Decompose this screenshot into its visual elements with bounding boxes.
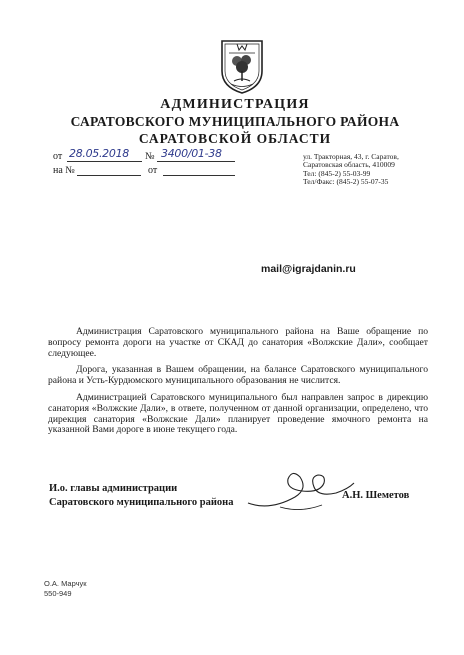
signatory-title [49,482,233,510]
body-paragraph-3: Администрацией Саратовского муниципального был направлен запрос в дирекцию санатория «Волжские Дали», в ответе, полученном от данной организации, определено, что дирекция санатория «Волжские Дали» планирует проведение ямочного ремонта на указанной Вами дороге в июне текущего года. [48,391,428,436]
incoming-date-label: от [148,165,158,176]
number-blank [157,161,235,162]
signatory-name: А.Н. Шеметов [342,490,410,501]
address-region: Саратовская область, 410009 [303,160,395,170]
executor-name: О.А. Марчук [44,579,87,588]
recipient-email: mail@igrajdanin.ru [261,263,356,275]
date-blank [67,161,142,162]
coat-of-arms-emblem [218,37,266,95]
address-street: ул. Тракторная, 43, г. Саратов, [303,152,399,161]
signatory-title-line2: Саратовского муниципального района [49,497,234,508]
reference-block [53,147,263,178]
incoming-ref-line [53,164,263,178]
body-paragraph-1: Администрация Саратовского муниципального района на Ваше обращение по вопросу ремонта дороги на участке от СКАД до санатория «Волжские Дали», сообщает следующее. [48,326,428,359]
handwritten-number: 3400/01-38 [161,147,222,160]
incoming-number-label: на № [53,165,75,176]
letter-body [48,327,428,442]
incoming-number-blank [77,175,141,176]
outgoing-ref-line [53,147,263,164]
org-name-line2: САРАТОВСКОГО МУНИЦИПАЛЬНОГО РАЙОНА [70,114,400,129]
body-paragraph-2: Дорога, указанная в Вашем обращении, на балансе Саратовского муниципального района и Усть-Курдюмского муниципального образования не числится. [48,364,428,387]
executor-block [44,579,87,599]
org-name-line3: САРАТОВСКОЙ ОБЛАСТИ [138,131,332,146]
date-label: от [53,151,63,162]
address-phone: Тел: (845-2) 55-03-99 [303,168,371,178]
incoming-date-blank [163,175,235,176]
handwritten-date: 28.05.2018 [69,147,129,160]
signatory-title-line1: И.о. главы администрации [49,483,178,494]
executor-phone: 550-949 [44,589,72,598]
number-label: № [145,151,155,162]
org-name-line1: АДМИНИСТРАЦИЯ [160,97,310,112]
address-block [303,153,453,187]
address-fax: Тел/Факс: (845-2) 55-07-35 [303,177,389,187]
